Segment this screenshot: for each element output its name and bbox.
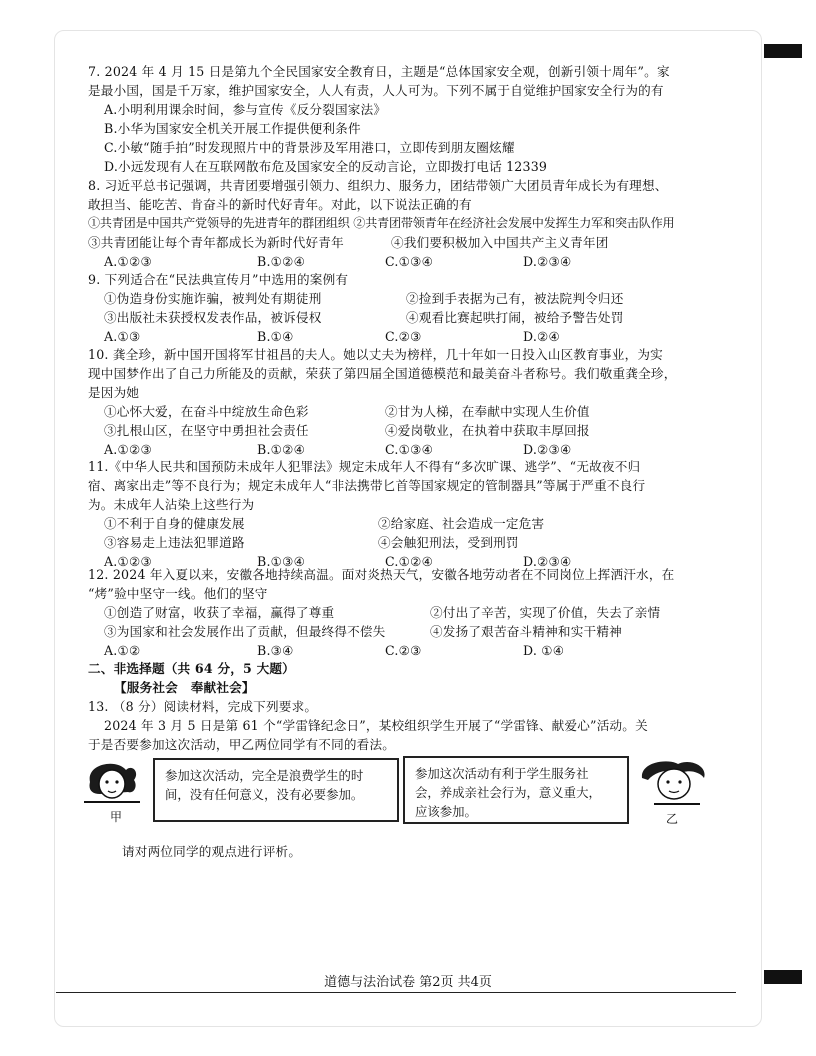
q12-statement-4: ④发扬了艰苦奋斗精神和实干精神 — [430, 624, 622, 639]
q9-statement-1: ①伪造身份实施诈骗，被判处有期徒刑 — [104, 291, 322, 306]
q7-option-b: B.小华为国家安全机关开展工作提供便利条件 — [104, 121, 361, 136]
q10-statement-row — [88, 421, 728, 440]
q8-statement-1-2: ①共青团是中国共产党领导的先进青年的群团组织 ②共青团带领青年在经济社会发展中发挥生力军和突击队作用 — [88, 216, 675, 230]
q9-statement-4: ④观看比赛起哄打闹，被给予警告处罚 — [406, 310, 624, 325]
q12-statement-row — [88, 622, 728, 641]
q10-statement-4: ④爱岗敬业，在执着中获取丰厚回报 — [385, 423, 590, 438]
question-9 — [88, 270, 728, 346]
q8-choice-d: D.②③④ — [523, 254, 572, 269]
q9-statement-2: ②捡到手表据为己有，被法院判令归还 — [406, 291, 624, 306]
q11-choice-a: A.①②③ — [104, 554, 152, 569]
q9-statement-row — [88, 289, 728, 308]
q11-choice-c: C.①②④ — [385, 554, 434, 569]
q13-stem: 13. （8 分）阅读材料，完成下列要求。 — [88, 699, 318, 714]
q12-statement-1: ①创造了财富，收获了幸福，赢得了尊重 — [104, 605, 335, 620]
q11-statement-2: ②给家庭、社会造成一定危害 — [378, 516, 545, 531]
q9-choices — [88, 327, 728, 346]
q13-material-line: 2024 年 3 月 5 日是第 61 个“学雷锋纪念日”，某校组织学生开展了“学雷锋、献爱心”活动。关 — [104, 718, 648, 733]
q11-stem-line: 为。未成年人沾染上这些行为 — [88, 497, 255, 512]
q10-choice-c: C.①③④ — [385, 442, 434, 457]
q9-stem-line: 9. 下列适合在“民法典宣传月”中选用的案例有 — [88, 272, 349, 287]
q11-statement-1: ①不利于自身的健康发展 — [104, 516, 245, 531]
q8-choices — [88, 252, 728, 271]
section-heading: 二、非选择题（共 64 分，5 大题） — [88, 661, 295, 676]
section-theme: 【服务社会 奉献社会】 — [114, 680, 255, 695]
q11-stem-line: 宿、离家出走”等不良行为；规定未成年人“非法携带匕首等国家规定的管制器具”等属于严重不良行 — [88, 478, 646, 493]
q11-statement-4: ④会触犯刑法，受到刑罚 — [378, 535, 519, 550]
q11-choice-b: B.①③④ — [257, 554, 306, 569]
speaker-a-label: 甲 — [110, 810, 123, 824]
q8-statement-4: ④我们要积极加入中国共产主义青年团 — [391, 235, 609, 250]
question-13 — [88, 697, 728, 754]
q9-choice-a: A.①③ — [104, 329, 141, 344]
q12-choice-b: B.③④ — [257, 643, 294, 658]
q12-statement-row — [88, 603, 728, 622]
speaker-b-label: 乙 — [666, 812, 679, 826]
q10-statement-1: ①心怀大爱，在奋斗中绽放生命色彩 — [104, 404, 309, 419]
q12-stem-line: 12. 2024 年入夏以来，安徽各地持续高温。面对炎热天气，安徽各地劳动者在不同岗位上挥洒汗水，在 — [88, 567, 675, 582]
registration-mark-top — [764, 44, 802, 58]
q12-choices — [88, 641, 728, 660]
q11-statement-row — [88, 514, 728, 533]
speech-bubble-b — [403, 756, 629, 824]
speech-bubble-a — [153, 758, 399, 822]
q9-choice-c: C.②③ — [385, 329, 422, 344]
q8-stem-line: 8. 习近平总书记强调，共青团要增强引领力、组织力、服务力，团结带领广大团员青年成长为有理想、 — [88, 178, 668, 193]
q7-option-d: D.小远发现有人在互联网散布危及国家安全的反动言论，立即拨打电话 12339 — [104, 159, 548, 174]
footer-divider — [56, 992, 736, 993]
q8-choice-a: A.①②③ — [104, 254, 152, 269]
q7-option-a: A.小明利用课余时间，参与宣传《反分裂国家法》 — [104, 102, 387, 117]
bubble-b-line: 应该参加。 — [415, 804, 477, 819]
q12-choice-d: D. ①④ — [523, 643, 565, 658]
q11-stem-line: 11.《中华人民共和国预防未成年人犯罪法》规定未成年人不得有“多次旷课、逃学”、“无故夜不归 — [88, 459, 641, 474]
question-7 — [88, 62, 728, 176]
q10-statement-3: ③扎根山区，在坚守中勇担社会责任 — [104, 423, 309, 438]
q12-choice-a: A.①② — [104, 643, 141, 658]
q8-stem-line: 敢担当、能吃苦、肯奋斗的新时代好青年。对此，以下说法正确的有 — [88, 197, 472, 212]
q13-material-line: 于是否要参加这次活动，甲乙两位同学有不同的看法。 — [88, 737, 396, 752]
question-10 — [88, 345, 728, 459]
bubble-b-line: 会，养成亲社会行为，意义重大， — [415, 785, 601, 800]
q12-statement-3: ③为国家和社会发展作出了贡献，但最终得不偿失 — [104, 624, 386, 639]
q7-option-c: C.小敏“随手拍”时发现照片中的背景涉及军用港口，立即传到朋友圈炫耀 — [104, 140, 515, 155]
question-8 — [88, 176, 728, 271]
q7-stem-line: 是最小国，国是千万家，维护国家安全，人人有责，人人可为。下列不属于自觉维护国家安全行为的有 — [88, 83, 664, 98]
q12-choice-c: C.②③ — [385, 643, 422, 658]
q11-statement-row — [88, 533, 728, 552]
q10-stem-line: 是因为她 — [88, 385, 140, 400]
q10-choice-d: D.②③④ — [523, 442, 572, 457]
student-a-icon — [80, 760, 148, 804]
q9-choice-d: D.②④ — [523, 329, 561, 344]
q12-stem-line: “烤”验中坚守一线。他们的坚守 — [88, 586, 268, 601]
q8-choice-b: B.①②④ — [257, 254, 306, 269]
q8-statement-row — [88, 233, 728, 252]
q9-statement-3: ③出版社未获授权发表作品，被诉侵权 — [104, 310, 322, 325]
q10-stem-line: 10. 龚全珍，新中国开国将军甘祖昌的夫人。她以丈夫为榜样，几十年如一日投入山区教育事业，为实 — [88, 347, 663, 362]
q9-statement-row — [88, 308, 728, 327]
bubble-a-line: 参加这次活动，完全是浪费学生的时 — [165, 768, 364, 783]
q10-stem-line: 现中国梦作出了自己力所能及的贡献，荣获了第四届全国道德模范和最美奋斗者称号。我们敬重龚全珍， — [88, 366, 677, 381]
q11-choice-d: D.②③④ — [523, 554, 572, 569]
question-11 — [88, 457, 728, 571]
question-12 — [88, 565, 728, 660]
q10-choice-a: A.①②③ — [104, 442, 152, 457]
q8-statement-3: ③共青团能让每个青年都成长为新时代好青年 — [88, 235, 344, 250]
q9-choice-b: B.①④ — [257, 329, 294, 344]
q12-statement-2: ②付出了辛苦，实现了价值，失去了亲情 — [430, 605, 661, 620]
q11-statement-3: ③容易走上违法犯罪道路 — [104, 535, 245, 550]
q8-choice-c: C.①③④ — [385, 254, 434, 269]
page-footer: 道德与法治试卷 第2页 共4页 — [324, 975, 492, 990]
bubble-b-line: 参加这次活动有利于学生服务社 — [415, 766, 589, 781]
q7-stem-line: 7. 2024 年 4 月 15 日是第九个全民国家安全教育日，主题是“总体国家安全观，创新引领十周年”。家 — [88, 64, 670, 79]
q13-task: 请对两位同学的观点进行评析。 — [122, 844, 302, 859]
bubble-a-line: 间，没有任何意义，没有必要参加。 — [165, 787, 364, 802]
q10-choice-b: B.①②④ — [257, 442, 306, 457]
q10-statement-2: ②甘为人梯，在奉献中实现人生价值 — [385, 404, 590, 419]
student-b-icon — [634, 756, 714, 806]
q10-statement-row — [88, 402, 728, 421]
